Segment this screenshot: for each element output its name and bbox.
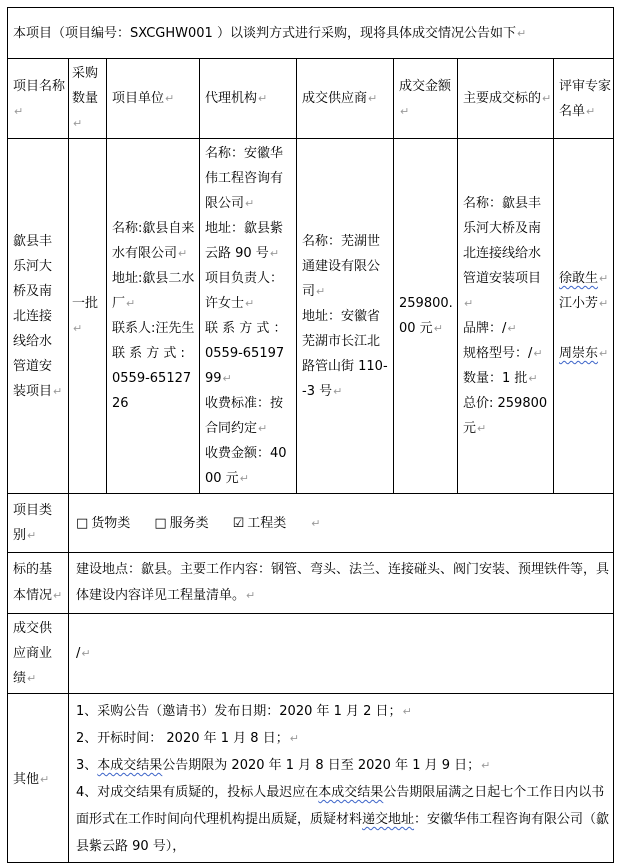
text-run: 采购数量 <box>72 66 99 106</box>
line-break-mark-icon: ↵ <box>533 347 543 360</box>
line-break-mark-icon: ↵ <box>178 247 188 260</box>
line-break-mark-icon: ↵ <box>245 297 255 310</box>
paragraph <box>205 391 292 441</box>
line-break-mark-icon: ↵ <box>316 284 326 298</box>
cell-agency <box>200 139 297 494</box>
paragraph <box>205 141 292 216</box>
line-break-mark-icon: ↵ <box>81 647 91 660</box>
line-break-mark-icon: ↵ <box>126 297 136 310</box>
cell-quantity <box>69 139 107 494</box>
paragraph <box>76 641 609 666</box>
paragraph <box>399 74 457 124</box>
line-break-mark-icon: ↵ <box>165 92 175 105</box>
paragraph <box>205 216 292 266</box>
line-break-mark-icon: ↵ <box>239 472 249 485</box>
paragraph <box>72 291 106 341</box>
paragraph <box>13 557 64 609</box>
category-option-label: 服务类 <box>169 515 209 531</box>
line-break-mark-icon: ↵ <box>14 104 24 118</box>
text-run: 一批 <box>72 296 99 311</box>
col-header-project-unit <box>107 59 200 139</box>
paragraph <box>13 616 64 691</box>
text-run: 代理机构 <box>205 91 258 106</box>
cell-category-options <box>69 494 614 553</box>
paragraph <box>112 86 199 111</box>
line-break-mark-icon: ↵ <box>528 372 538 385</box>
paragraph <box>559 291 609 316</box>
cell-subject <box>458 139 554 494</box>
line-break-mark-icon: ↵ <box>477 422 487 435</box>
line-break-mark-icon: ↵ <box>464 297 474 310</box>
checkbox-unchecked-icon: □ <box>76 515 89 531</box>
text-run: 收费标准：按合同约定 <box>205 396 284 436</box>
line-break-mark-icon: ↵ <box>481 759 491 772</box>
col-header-project-name <box>8 59 69 139</box>
col-header-agency <box>200 59 297 139</box>
category-row <box>8 494 614 553</box>
paragraph <box>76 698 609 725</box>
paragraph <box>205 86 296 111</box>
cell-other <box>69 694 614 863</box>
line-break-mark-icon: ↵ <box>368 92 378 105</box>
line-break-mark-icon: ↵ <box>246 589 256 602</box>
line-break-mark-icon: ↵ <box>400 104 410 118</box>
text-run: 江小芳 <box>559 296 599 311</box>
paragraph <box>463 316 549 341</box>
text-run: 成交供应商业绩 <box>13 621 53 686</box>
paragraph <box>76 779 609 860</box>
text-run: 项目负责人：许女士 <box>205 271 284 311</box>
text-run: 名称：歙县丰乐河大桥及南北连接线给水管道安装项目 <box>463 196 542 286</box>
paragraph <box>205 441 292 491</box>
other-row <box>8 694 614 863</box>
paragraph <box>112 316 195 341</box>
paragraph <box>13 21 609 46</box>
paragraph <box>76 557 609 609</box>
text-run: 4、对成交结果有质疑的，投标人最迟应在 <box>76 785 319 800</box>
text-run: 1、采购公告（邀请书）发布日期：2020 年 1 月 2 日； <box>76 704 402 719</box>
text-run: 收费金额：4000 元 <box>205 446 287 486</box>
text-run: 主要成交标的 <box>463 91 542 106</box>
text-run: 0559-6519799 <box>205 346 285 386</box>
spellcheck-wavy-underline: 递交地址 <box>362 812 415 827</box>
paragraph <box>112 341 195 366</box>
paragraph <box>559 74 613 124</box>
line-break-mark-icon: ↵ <box>27 672 37 685</box>
category-option-label: 工程类 <box>247 515 287 531</box>
line-break-mark-icon: ↵ <box>599 297 609 310</box>
line-break-mark-icon: ↵ <box>40 772 50 786</box>
checkbox-goods <box>76 516 130 531</box>
row-label-other <box>8 694 69 863</box>
text-run: / <box>76 646 81 661</box>
text-run: 成交金额 <box>399 78 452 94</box>
row-label-performance <box>8 614 69 694</box>
row-label-category <box>8 494 69 553</box>
text-run: 公告期限为 2020 年 1 月 8 日至 2020 年 1 月 9 日； <box>162 758 481 773</box>
text-run: 品牌：/ <box>463 321 507 336</box>
line-break-mark-icon: ↵ <box>269 247 280 260</box>
paragraph <box>112 366 195 416</box>
paragraph <box>302 304 389 404</box>
text-run: 本项目（项目编号：SXCGHW001 ）以谈判方式进行采购，现将具体成交情况公告如下 <box>13 25 516 41</box>
text-run: 项目类别 <box>13 503 53 543</box>
paragraph <box>463 341 549 366</box>
paragraph <box>399 291 456 341</box>
line-break-mark-icon: ↵ <box>53 384 63 398</box>
text-run: 项目名称 <box>13 78 66 94</box>
text-run: 联系人:汪先生 <box>112 321 195 336</box>
text-run: 3、 <box>76 758 98 773</box>
col-header-subject <box>458 59 554 139</box>
text-run: 地址：安徽省芜湖市长江北路管山街 110--3 号 <box>302 308 388 399</box>
line-break-mark-icon: ↵ <box>402 705 412 718</box>
text-run: 名称：安徽华伟工程咨询有限公司 <box>205 146 284 211</box>
text-run: 规格型号：/ <box>463 346 533 361</box>
basic-info-row <box>8 553 614 614</box>
line-break-mark-icon: ↵ <box>311 516 321 530</box>
paragraph <box>559 266 609 291</box>
paragraph <box>13 766 64 793</box>
col-header-amount <box>394 59 458 139</box>
spellcheck-wavy-underline: 本成交结果 <box>97 758 163 773</box>
text-run: 地址:歙县二水厂 <box>112 271 195 311</box>
intro-text <box>8 8 614 59</box>
paragraph <box>76 725 609 752</box>
checkbox-unchecked-icon: □ <box>154 515 167 531</box>
text-run: ：安徽华伟工程咨询有限公司（歙县紫云路 90 号）， <box>76 812 610 854</box>
text-run: 建设地点：歙县。主要工作内容：钢管、弯头、法兰、连接碰头、阀门安装、预埋铁件等，具体建设内容详见工程量清单。 <box>76 562 610 603</box>
line-break-mark-icon: ↵ <box>258 422 268 435</box>
paragraph <box>559 316 609 341</box>
paragraph <box>205 266 292 316</box>
line-break-mark-icon: ↵ <box>542 92 552 105</box>
paragraph <box>72 61 106 136</box>
paragraph <box>463 191 549 316</box>
text-run: 公告期限届满之日起七个工作日内以书面形式在工作时间向代理机构提出质疑，质疑材料 <box>76 785 605 827</box>
line-break-mark-icon: ↵ <box>516 26 527 40</box>
line-break-mark-icon: ↵ <box>507 322 517 335</box>
spellcheck-wavy-underline: 本成交结果 <box>318 785 384 800</box>
paragraph <box>463 391 549 441</box>
paragraph <box>302 86 393 111</box>
cell-supplier <box>297 139 394 494</box>
document-page <box>7 7 614 863</box>
text-run: 歙县丰乐河大桥及南北连接线给水管道安装项目 <box>13 233 53 399</box>
paragraph <box>205 316 292 341</box>
text-run: 成交供应商 <box>302 91 368 106</box>
checkbox-checked-icon: ☑ <box>232 515 245 531</box>
main-data-row <box>8 139 614 494</box>
col-header-experts <box>554 59 614 139</box>
category-option-label: 货物类 <box>91 515 131 531</box>
line-break-mark-icon: ↵ <box>258 92 268 105</box>
performance-row <box>8 614 614 694</box>
cell-performance <box>69 614 614 694</box>
text-run: 259800.00 元 <box>399 296 453 336</box>
line-break-mark-icon: ↵ <box>53 589 63 602</box>
col-header-supplier <box>297 59 394 139</box>
paragraph <box>112 266 195 316</box>
line-break-mark-icon: ↵ <box>73 322 83 335</box>
line-break-mark-icon: ↵ <box>245 197 255 210</box>
text-run: 其他 <box>13 771 40 787</box>
cell-experts <box>554 139 614 494</box>
line-break-mark-icon: ↵ <box>289 732 299 745</box>
paragraph <box>463 366 549 391</box>
text-run: 数量：1 批 <box>463 371 528 386</box>
text-run: 联 系 方 式 : <box>112 346 185 361</box>
col-header-quantity <box>69 59 107 139</box>
paragraph <box>112 216 195 266</box>
paragraph <box>205 341 292 391</box>
cell-project-name <box>8 139 69 494</box>
line-break-mark-icon: ↵ <box>586 104 596 118</box>
row-label-basic-info <box>8 553 69 614</box>
line-break-mark-icon: ↵ <box>599 347 609 360</box>
paragraph <box>76 752 609 779</box>
spellcheck-wavy-underline: 周崇东 <box>559 346 599 361</box>
line-break-mark-icon: ↵ <box>433 322 443 335</box>
intro-row <box>8 8 614 59</box>
checkbox-engineering <box>233 516 287 531</box>
award-announcement-table <box>7 7 614 863</box>
cell-basic-info <box>69 553 614 614</box>
cell-project-unit <box>107 139 200 494</box>
checkbox-services <box>154 516 208 531</box>
text-run: 地址：歙县紫云路 90 号 <box>205 221 284 261</box>
line-break-mark-icon: ↵ <box>222 372 232 385</box>
paragraph <box>13 498 64 548</box>
paragraph <box>559 341 609 366</box>
line-break-mark-icon: ↵ <box>333 384 343 398</box>
line-break-mark-icon: ↵ <box>27 529 37 542</box>
text-run: 标的基本情况 <box>13 562 53 603</box>
paragraph <box>463 86 553 111</box>
text-run: 联 系 方 式 ： <box>205 321 287 336</box>
spellcheck-wavy-underline: 徐敢生 <box>559 271 599 286</box>
line-break-mark-icon: ↵ <box>73 117 83 130</box>
paragraph <box>13 74 68 124</box>
text-run: 总价: 259800 元 <box>463 396 548 436</box>
cell-amount <box>394 139 458 494</box>
paragraph <box>13 229 64 404</box>
paragraph <box>302 229 389 304</box>
text-run: 评审专家名单 <box>559 78 612 119</box>
line-break-mark-icon: ↵ <box>599 272 609 285</box>
table-header-row <box>8 59 614 139</box>
text-run: 名称：芜湖世通建设有限公司 <box>302 233 381 299</box>
text-run: 2、开标时间： 2020 年 1 月 8 日； <box>76 731 289 746</box>
text-run: 0559-6512726 <box>112 371 192 411</box>
text-run: 项目单位 <box>112 91 165 106</box>
text-run: 名称:歙县自来水有限公司 <box>112 221 195 261</box>
